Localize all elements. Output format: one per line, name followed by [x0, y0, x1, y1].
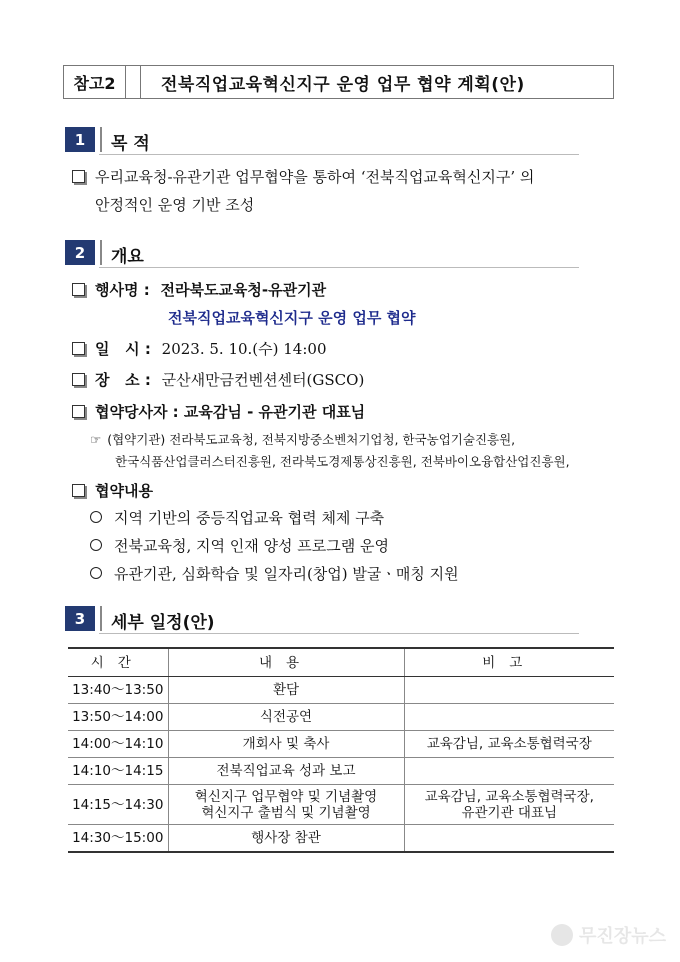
document-title-box [63, 65, 614, 99]
row-note-line-1: 교육감님, 교육소통협력국장, [424, 788, 594, 805]
section-3-header [63, 606, 579, 634]
row-note [404, 758, 614, 785]
section-1-header [63, 127, 579, 155]
section-title: 목 적 [111, 134, 150, 154]
section-number: 2 [65, 240, 95, 265]
place-row [72, 369, 364, 390]
row-time: 14:10～14:15 [68, 758, 168, 785]
row-time: 14:30～15:00 [68, 825, 168, 852]
row-content: 식전공연 [168, 704, 404, 731]
section-bar [100, 240, 102, 265]
table-row [68, 677, 614, 704]
purpose-text-1: 우리교육청-유관기관 업무협약을 통하여 ‘전북직업교육혁신지구’ 의 [95, 168, 535, 186]
event-name-label: 행사명 : [95, 281, 150, 299]
row-note-line-2: 유관기관 대표님 [461, 804, 558, 821]
checkbox-icon [72, 484, 85, 497]
row-content [168, 785, 404, 825]
contents-label: 협약내용 [95, 482, 153, 500]
section-title: 개요 [111, 247, 144, 267]
event-name-value-1: 전라북도교육청-유관기관 [160, 281, 327, 299]
parties-note-1 [90, 430, 515, 448]
row-content-line-1: 혁신지구 업무협약 및 기념촬영 [194, 788, 378, 805]
event-name-row [72, 279, 326, 300]
section-bar [100, 606, 102, 631]
row-content: 개회사 및 축사 [168, 731, 404, 758]
row-time: 13:50～14:00 [68, 704, 168, 731]
purpose-line-2: 안정적인 운영 기반 조성 [95, 196, 255, 214]
row-note [404, 785, 614, 825]
table-row [68, 785, 614, 825]
date-label: 일 시 : [95, 340, 151, 358]
date-value: 2023. 5. 10.(수) 14:00 [161, 340, 327, 358]
row-note: 교육감님, 교육소통협력국장 [404, 731, 614, 758]
row-time: 14:15～14:30 [68, 785, 168, 825]
title-divider [126, 66, 141, 98]
table-row [68, 731, 614, 758]
contents-text: 지역 기반의 중등직업교육 협력 체제 구축 [114, 509, 385, 527]
row-note [404, 677, 614, 704]
parties-label: 협약당사자 : 교육감님 - 유관기관 대표님 [95, 403, 366, 421]
watermark [551, 922, 666, 948]
checkbox-icon [72, 283, 85, 296]
row-content: 행사장 참관 [168, 825, 404, 852]
document-title: 전북직업교육혁신지구 운영 업무 협약 계획(안) [161, 74, 525, 95]
section-rule [99, 267, 579, 268]
section-title: 세부 일정(안) [111, 613, 215, 633]
row-time: 14:00～14:10 [68, 731, 168, 758]
checkbox-icon [72, 342, 85, 355]
contents-text: 유관기관, 심화학습 및 일자리(창업) 발굴ㆍ매칭 지원 [114, 565, 459, 583]
section-number: 1 [65, 127, 95, 152]
row-content: 전북직업교육 성과 보고 [168, 758, 404, 785]
place-value: 군산새만금컨벤션센터(GSCO) [161, 371, 365, 389]
header-note: 비고 [404, 648, 614, 677]
section-rule [99, 154, 579, 155]
parties-note-text-1: (협약기관) 전라북도교육청, 전북지방중소벤처기업청, 한국농업기술진흥원, [107, 432, 516, 447]
header-content: 내용 [168, 648, 404, 677]
section-2-header [63, 240, 579, 268]
table-row [68, 758, 614, 785]
row-content: 환담 [168, 677, 404, 704]
date-row [72, 338, 327, 359]
circle-bullet-icon [90, 539, 102, 551]
header-time: 시간 [68, 648, 168, 677]
table-row [68, 704, 614, 731]
event-name-highlight: 전북직업교육혁신지구 운영 업무 협약 [168, 309, 416, 327]
place-label: 장 소 : [95, 371, 151, 389]
section-number: 3 [65, 606, 95, 631]
event-name-value-2 [168, 307, 416, 328]
table-header-row [68, 648, 614, 677]
pointing-hand-icon: ☞ [90, 432, 102, 447]
parties-row [72, 401, 365, 422]
row-note [404, 825, 614, 852]
row-content-line-2: 혁신지구 출범식 및 기념촬영 [201, 804, 371, 821]
circle-bullet-icon [90, 511, 102, 523]
contents-item-2 [90, 535, 389, 556]
reference-tag: 참고2 [64, 66, 126, 98]
checkbox-icon [72, 405, 85, 418]
table-row [68, 825, 614, 852]
circle-bullet-icon [90, 567, 102, 579]
row-note [404, 704, 614, 731]
parties-note-2: 한국식품산업클러스터진흥원, 전라북도경제통상진흥원, 전북바이오융합산업진흥원, [115, 454, 570, 469]
section-bar [100, 127, 102, 152]
row-time: 13:40～13:50 [68, 677, 168, 704]
schedule-table [68, 647, 614, 853]
section-rule [99, 633, 579, 634]
checkbox-icon [72, 170, 85, 183]
watermark-text: 무진장뉴스 [579, 926, 666, 947]
purpose-line-1 [72, 166, 534, 187]
checkbox-icon [72, 373, 85, 386]
contents-item-3 [90, 563, 459, 584]
watermark-logo-icon [551, 924, 573, 946]
contents-row [72, 480, 153, 501]
contents-item-1 [90, 507, 384, 528]
contents-text: 전북교육청, 지역 인재 양성 프로그램 운영 [114, 537, 389, 555]
